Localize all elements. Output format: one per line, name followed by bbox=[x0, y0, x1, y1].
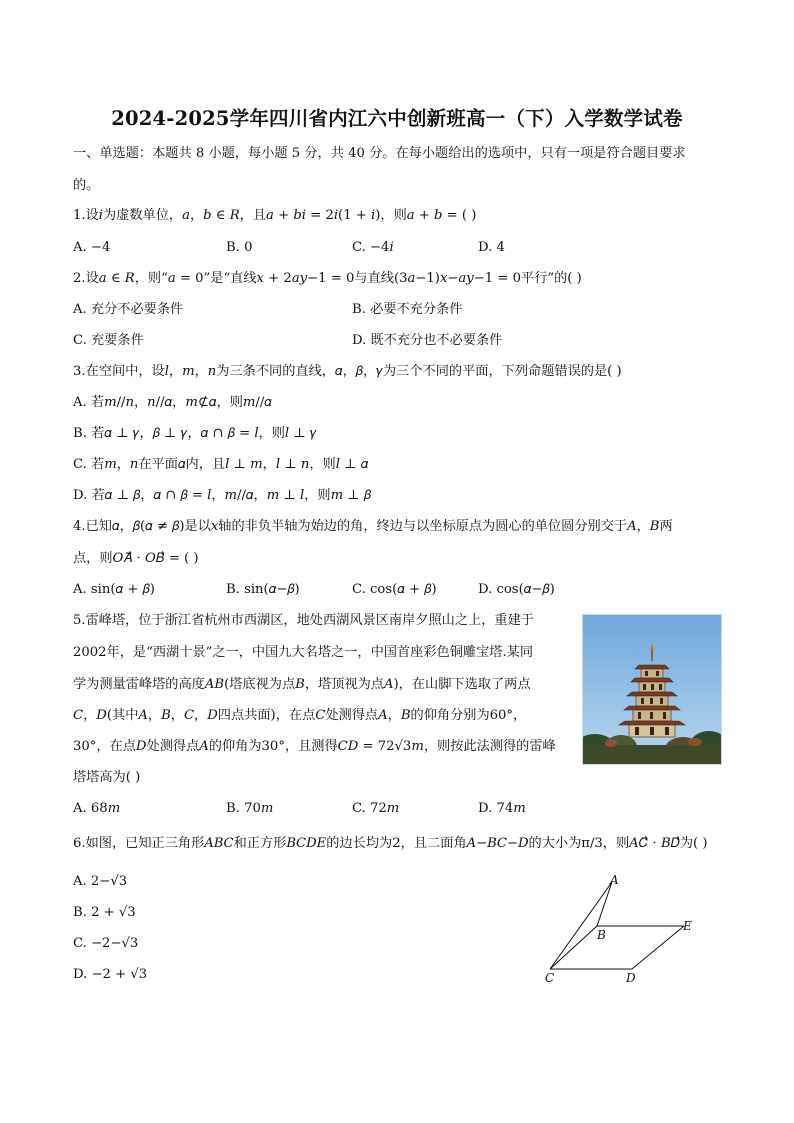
edge-cb bbox=[550, 926, 597, 969]
question-5-stem-line6: 塔塔高为( ) bbox=[73, 770, 141, 785]
question-2-option-b: B. 必要不充分条件 bbox=[352, 302, 463, 317]
pagoda-illustration bbox=[583, 615, 721, 764]
question-1-option-d: D. 4 bbox=[478, 240, 505, 255]
label-d: D bbox=[626, 971, 636, 984]
question-5-option-d: D. 74𝑚 bbox=[478, 801, 526, 816]
question-5-option-a: A. 68𝑚 bbox=[73, 801, 121, 816]
question-1-option-c: C. −4𝑖 bbox=[352, 240, 394, 255]
question-1-stem: 1.设𝑖为虚数单位，𝑎，𝑏 ∈ 𝑅，且𝑎 + 𝑏𝑖 = 2𝑖(1 + 𝑖)，则𝑎 + 𝑏 = ( ) bbox=[73, 208, 477, 223]
question-3-option-b: B. 若𝛼 ⊥ 𝛾，𝛽 ⊥ 𝛾，𝛼 ∩ 𝛽 = 𝑙，则𝑙 ⊥ 𝛾 bbox=[73, 426, 317, 441]
edge-ab bbox=[597, 882, 612, 926]
question-2-option-d: D. 既不充分也不必要条件 bbox=[352, 333, 503, 348]
page-title: 2024-2025学年四川省内江六中创新班高一（下）入学数学试卷 bbox=[111, 107, 683, 130]
question-6-option-d: D. −2 + √3 bbox=[73, 967, 148, 982]
question-5-stem-line5: 30°，在点𝐷处测得点𝐴的仰角为30°，且测得𝐶𝐷 = 72√3𝑚，则按此法测得的雷峰 bbox=[73, 739, 556, 754]
question-5-stem-line3: 学为测量雷峰塔的高度𝐴𝐵(塔底视为点𝐵，塔顶视为点𝐴)，在山脚下选取了两点 bbox=[73, 677, 531, 692]
question-5-stem-line4: 𝐶，𝐷(其中𝐴，𝐵，𝐶，𝐷四点共面)，在点𝐶处测得点𝐴，𝐵的仰角分别为60°， bbox=[73, 708, 527, 723]
section-heading-line2: 的。 bbox=[73, 178, 100, 193]
question-2-option-c: C. 充要条件 bbox=[73, 333, 144, 348]
question-5-option-c: C. 72𝑚 bbox=[352, 801, 400, 816]
section-heading-line1: 一、单选题：本题共 8 小题，每小题 5 分，共 40 分。在每小题给出的选项中，只有一项是符合题目要求 bbox=[73, 146, 686, 161]
question-5-stem-line1: 5.雷峰塔，位于浙江省杭州市西湖区，地处西湖风景区南岸夕照山之上，重建于 bbox=[73, 613, 534, 628]
label-a: A bbox=[610, 873, 619, 887]
question-6-option-b: B. 2 + √3 bbox=[73, 905, 136, 920]
question-1-option-b: B. 0 bbox=[226, 240, 253, 255]
question-4-stem-line2: 点，则𝑂𝐴⃗ ⋅ 𝑂𝐵⃗ = ( ) bbox=[73, 551, 199, 566]
question-3-option-c: C. 若𝑚，𝑛在平面𝛼内，且𝑙 ⊥ 𝑚，𝑙 ⊥ 𝑛，则𝑙 ⊥ 𝛼 bbox=[73, 457, 369, 472]
geometry-figure bbox=[540, 872, 700, 984]
question-3-stem: 3.在空间中，设𝑙，𝑚，𝑛为三条不同的直线，𝛼，𝛽，𝛾为三个不同的平面，下列命题错误的是( ) bbox=[73, 364, 622, 379]
question-4-option-a: A. sin(𝛼 + 𝛽) bbox=[73, 582, 155, 597]
question-6-stem: 6.如图，已知正三角形𝐴𝐵𝐶和正方形𝐵𝐶𝐷𝐸的边长均为2，且二面角𝐴−𝐵𝐶−𝐷的大小为π/3，则𝐴𝐶⃗ ⋅ 𝐵𝐷⃗为( ) bbox=[73, 836, 708, 851]
question-4-stem-line1: 4.已知𝛼，𝛽(𝛼 ≠ 𝛽)是以𝑥轴的非负半轴为始边的角，终边与以坐标原点为圆心的单位圆分别交于𝐴，𝐵两 bbox=[73, 519, 673, 534]
question-6-option-a: A. 2−√3 bbox=[73, 874, 128, 889]
question-1-option-a: A. −4 bbox=[73, 240, 111, 255]
pagoda-photo bbox=[582, 614, 722, 765]
edge-ed bbox=[632, 926, 684, 969]
question-6-option-c: C. −2−√3 bbox=[73, 936, 139, 951]
question-5-option-b: B. 70𝑚 bbox=[226, 801, 274, 816]
question-4-option-d: D. cos(𝛼−𝛽) bbox=[478, 582, 555, 597]
question-4-option-b: B. sin(𝛼−𝛽) bbox=[226, 582, 300, 597]
label-c: C bbox=[545, 971, 555, 984]
question-3-option-a: A. 若𝑚//𝑛，𝑛//𝛼，𝑚⊄𝛼，则𝑚//𝛼 bbox=[73, 395, 272, 410]
question-2-option-a: A. 充分不必要条件 bbox=[73, 302, 184, 317]
question-5-stem-line2: 2002年，是“西湖十景”之一，中国九大名塔之一，中国首座彩色铜雕宝塔.某同 bbox=[73, 645, 534, 660]
label-b: B bbox=[597, 928, 606, 942]
label-e: E bbox=[683, 919, 692, 933]
question-2-stem: 2.设𝑎 ∈ 𝑅，则“𝑎 = 0”是“直线𝑥 + 2𝑎𝑦−1 = 0与直线(3𝑎−1)𝑥−𝑎𝑦−1 = 0平行”的( ) bbox=[73, 271, 582, 286]
question-3-option-d: D. 若𝛼 ⊥ 𝛽，𝛼 ∩ 𝛽 = 𝑙，𝑚//𝛼，𝑚 ⊥ 𝑙，则𝑚 ⊥ 𝛽 bbox=[73, 488, 372, 503]
question-4-option-c: C. cos(𝛼 + 𝛽) bbox=[352, 582, 437, 597]
